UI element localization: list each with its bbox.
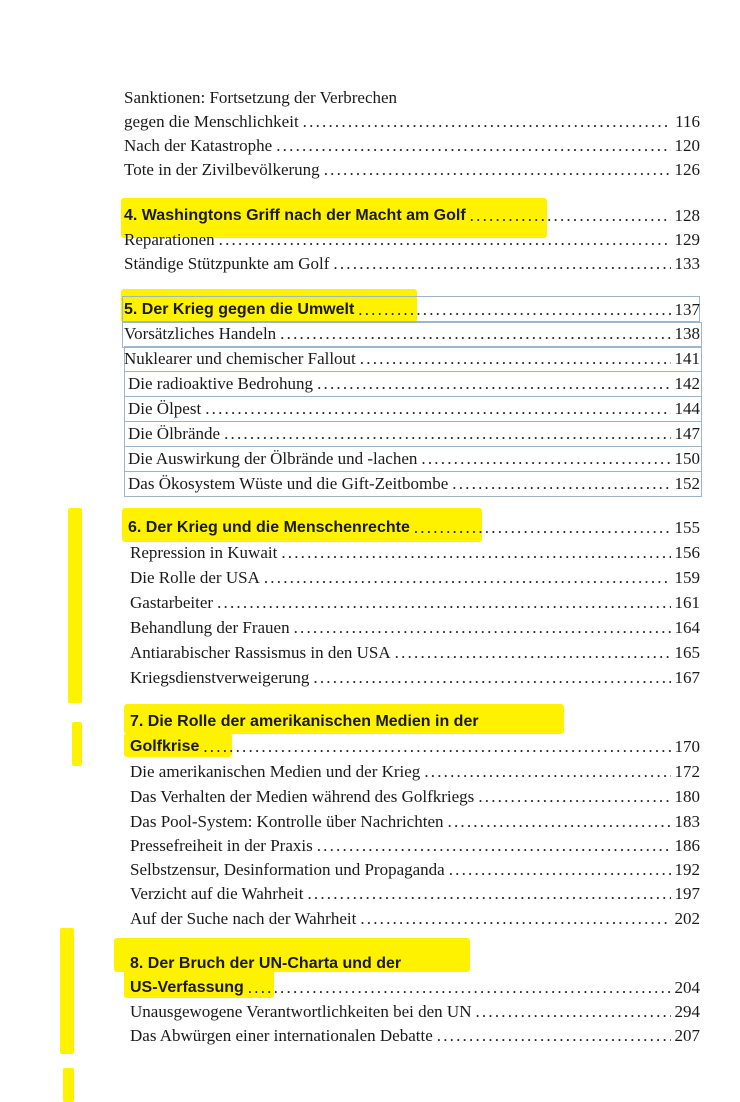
toc-entry: [124, 132, 700, 156]
leader-dots: [452, 474, 670, 494]
leader-dots: [470, 206, 671, 226]
entry-title: Das Verhalten der Medien während des Golfkriegs: [130, 787, 475, 806]
chapter-title: 8. Der Bruch der UN-Charta und der: [130, 955, 402, 972]
entry-title: Tote in der Zivilbevölkerung: [124, 160, 320, 179]
entry-title: Die amerikanischen Medien und der Krieg: [130, 762, 421, 781]
toc-entry: [128, 370, 700, 394]
leader-dots: [219, 230, 671, 250]
leader-dots: [313, 668, 670, 688]
toc-entry: [130, 589, 700, 613]
entry-title: Auf der Suche nach der Wahrheit: [130, 909, 357, 928]
toc-entry: [130, 880, 700, 904]
leader-dots: [333, 254, 670, 274]
page-number: 147: [674, 424, 700, 443]
toc-entry: [130, 905, 700, 929]
page-number: 142: [674, 374, 700, 393]
entry-title: Die Auswirkung der Ölbrände und -lachen: [128, 449, 418, 468]
leader-dots: [203, 737, 670, 757]
entry-title: Nach der Katastrophe: [124, 136, 273, 155]
toc-entry: [130, 856, 700, 880]
entry-title: Die radioaktive Bedrohung: [128, 374, 314, 393]
leader-dots: [264, 568, 671, 588]
page-number: 156: [674, 543, 700, 562]
toc-entry: [128, 470, 700, 494]
entry-title: Gastarbeiter: [130, 593, 214, 612]
page-number: 294: [674, 1002, 700, 1021]
page-number: 172: [674, 762, 700, 781]
toc-entry: [130, 1022, 700, 1046]
leader-dots: [395, 643, 671, 663]
entry-title: Pressefreiheit in der Praxis: [130, 836, 313, 855]
page-number: 120: [674, 136, 700, 155]
toc-entry: [130, 783, 700, 807]
toc-entry: [130, 998, 700, 1022]
leader-dots: [281, 543, 670, 563]
entry-title: Die Ölbrände: [128, 424, 221, 443]
chapter-title: 5. Der Krieg gegen die Umwelt: [124, 301, 355, 318]
entry-title: Verzicht auf die Wahrheit: [130, 884, 304, 903]
leader-dots: [317, 374, 670, 394]
toc-entry: [130, 639, 700, 663]
page-number: 152: [674, 474, 700, 493]
entry-title: Das Abwürgen einer internationalen Debatte: [130, 1026, 433, 1045]
page-number: 180: [674, 787, 700, 806]
toc-entry: [124, 108, 700, 132]
page-number: 186: [674, 836, 700, 855]
toc-entry: [128, 395, 700, 419]
leader-dots: [478, 787, 670, 807]
toc-entry: [128, 420, 700, 444]
leader-dots: [294, 618, 671, 638]
toc-entry: [124, 320, 700, 344]
leader-dots: [414, 518, 671, 538]
toc-chapter-heading: [130, 950, 700, 974]
entry-title: Die Ölpest: [128, 399, 202, 418]
page-number: 128: [674, 206, 700, 225]
page-number: 126: [674, 160, 700, 179]
toc-chapter-heading: [130, 733, 700, 757]
toc-entry: [124, 84, 700, 108]
leader-dots: [317, 836, 671, 856]
chapter-title: 7. Die Rolle der amerikanischen Medien in der: [130, 713, 479, 730]
toc-chapter-heading: [130, 974, 700, 998]
leader-dots: [248, 978, 671, 998]
toc-chapter-heading: [124, 202, 700, 226]
entry-title: Ständige Stützpunkte am Golf: [124, 254, 330, 273]
toc-entry: [130, 808, 700, 832]
toc-entry: [130, 832, 700, 856]
page-number: 197: [674, 884, 700, 903]
entry-title: Selbstzensur, Desinformation und Propaganda: [130, 860, 445, 879]
page-number: 192: [674, 860, 700, 879]
chapter-title: US-Verfassung: [130, 979, 244, 996]
page-number: 150: [674, 449, 700, 468]
toc-chapter-heading: [130, 708, 700, 732]
page-number: 141: [674, 349, 700, 368]
entry-title: Die Rolle der USA: [130, 568, 260, 587]
entry-title: gegen die Menschlichkeit: [124, 112, 299, 131]
leader-dots: [205, 399, 670, 419]
chapter-title: 6. Der Krieg und die Menschenrechte: [128, 519, 410, 536]
page-number: 133: [674, 254, 700, 273]
page-number: 129: [674, 230, 700, 249]
entry-title: Unausgewogene Verantwortlichkeiten bei den UN: [130, 1002, 472, 1021]
leader-dots: [421, 449, 670, 469]
page-number: 155: [674, 518, 700, 537]
entry-title: Antiarabischer Rassismus in den USA: [130, 643, 391, 662]
leader-dots: [437, 1026, 671, 1046]
toc-chapter-heading: [124, 296, 700, 320]
chapter-title: Golfkrise: [130, 738, 200, 755]
margin-highlight-mark: [60, 928, 74, 1054]
toc-entry: [124, 345, 700, 369]
toc-entry: [124, 250, 700, 274]
entry-title: Reparationen: [124, 230, 215, 249]
page-number: 159: [674, 568, 700, 587]
leader-dots: [448, 812, 671, 832]
leader-dots: [424, 762, 670, 782]
page-number: 170: [674, 737, 700, 756]
leader-dots: [307, 884, 670, 904]
page-number: 204: [674, 978, 700, 997]
page-number: 165: [674, 643, 700, 662]
margin-highlight-mark: [63, 1068, 74, 1102]
toc-entry: [130, 539, 700, 563]
toc-entry: [130, 664, 700, 688]
leader-dots: [280, 324, 670, 344]
toc-chapter-heading: [128, 514, 700, 538]
page-number: 183: [674, 812, 700, 831]
leader-dots: [217, 593, 670, 613]
toc-entry: [130, 614, 700, 638]
chapter-title: 4. Washingtons Griff nach der Macht am Golf: [124, 207, 466, 224]
page-number: 202: [674, 909, 700, 928]
entry-title: Das Ökosystem Wüste und die Gift-Zeitbombe: [128, 474, 449, 493]
leader-dots: [449, 860, 671, 880]
page-number: 144: [674, 399, 700, 418]
entry-title: Nuklearer und chemischer Fallout: [124, 349, 356, 368]
entry-title: Sanktionen: Fortsetzung der Verbrechen: [124, 88, 398, 107]
toc-entry: [124, 156, 700, 180]
leader-dots: [324, 160, 671, 180]
leader-dots: [224, 424, 670, 444]
leader-dots: [475, 1002, 670, 1022]
page-number: 164: [674, 618, 700, 637]
leader-dots: [360, 349, 671, 369]
entry-title: Vorsätzliches Handeln: [124, 324, 277, 343]
margin-highlight-mark: [68, 508, 82, 703]
leader-dots: [276, 136, 670, 156]
toc-entry: [130, 758, 700, 782]
toc-entry: [124, 226, 700, 250]
page-number: 116: [675, 112, 700, 131]
entry-title: Repression in Kuwait: [130, 543, 278, 562]
entry-title: Das Pool-System: Kontrolle über Nachrichten: [130, 812, 444, 831]
page-number: 137: [674, 300, 700, 319]
page-number: 167: [674, 668, 700, 687]
entry-title: Kriegsdienstverweigerung: [130, 668, 310, 687]
toc-entry: [128, 445, 700, 469]
leader-dots: [360, 909, 670, 929]
page-number: 161: [674, 593, 700, 612]
leader-dots: [303, 112, 671, 132]
margin-highlight-mark: [72, 722, 82, 766]
page-number: 207: [674, 1026, 700, 1045]
toc-entry: [130, 564, 700, 588]
entry-title: Behandlung der Frauen: [130, 618, 290, 637]
leader-dots: [358, 300, 670, 320]
page-number: 138: [674, 324, 700, 343]
